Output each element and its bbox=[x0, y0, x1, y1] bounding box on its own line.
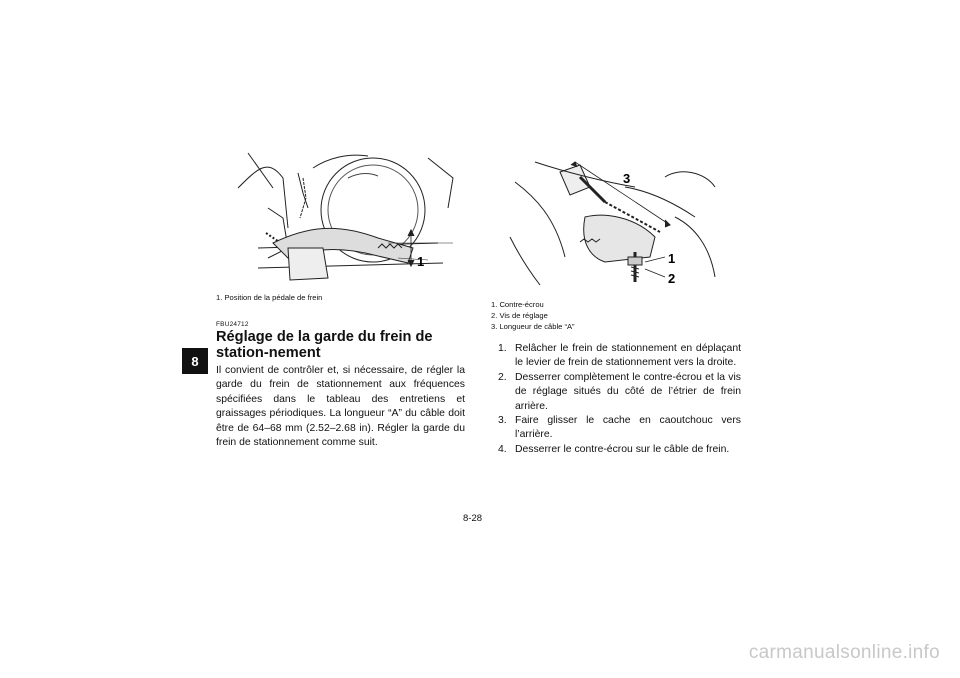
figure2-callout-3: 3 bbox=[623, 171, 631, 186]
figure2-callout-1: 1 bbox=[668, 251, 676, 266]
step-item bbox=[498, 414, 741, 443]
figure2-callout-2: 2 bbox=[668, 271, 676, 286]
step-number: 1. bbox=[498, 343, 507, 354]
figure2-caption-line-2: 2. Vis de réglage bbox=[491, 311, 548, 320]
step-text: Relâcher le frein de stationnement en déplaçant le levier de frein de stationnement vers la droite. bbox=[515, 343, 741, 369]
brake-pedal-illustration bbox=[228, 148, 458, 288]
parking-brake-cable-illustration bbox=[505, 157, 723, 287]
section-code: FBU24712 bbox=[216, 321, 249, 328]
section-body: Il convient de contrôler et, si nécessaire, de régler la garde du frein de stationnement aux fréquences spécifiées dans le tableau des entretiens et graissages périodiques. La longueur “A” du câble doit être de 64–68 mm (2.52–2.68 in). Régler la garde du frein de stationnement comme suit. bbox=[216, 365, 465, 449]
step-number: 3. bbox=[498, 415, 507, 427]
chapter-tab: 8 bbox=[182, 348, 208, 374]
step-item bbox=[498, 371, 741, 414]
figure1-callout-1: 1 bbox=[417, 254, 425, 269]
brake-cable-drawing bbox=[505, 157, 723, 287]
watermark[interactable]: carmanualsonline.info bbox=[748, 642, 940, 663]
page-number: 8-28 bbox=[463, 513, 483, 524]
step-item bbox=[498, 443, 741, 457]
step-text: Faire glisser le cache en caoutchouc vers l’arrière. bbox=[515, 415, 741, 441]
step-text: Desserrer le contre-écrou sur le câble de frein. bbox=[515, 443, 730, 455]
step-item bbox=[498, 342, 741, 371]
figure2-caption-line-1: 1. Contre-écrou bbox=[491, 300, 544, 309]
section-title: Réglage de la garde du frein de station-nement bbox=[216, 329, 433, 361]
figure2-caption-line-3: 3. Longueur de câble “A” bbox=[491, 322, 575, 331]
figure2-caption bbox=[491, 299, 575, 332]
step-number: 2. bbox=[498, 371, 507, 383]
step-number: 4. bbox=[498, 443, 507, 455]
figure1-caption-line: 1. Position de la pédale de frein bbox=[216, 293, 323, 302]
figure1-caption bbox=[216, 292, 322, 303]
step-text: Desserrer complètement le contre-écrou et la vis de réglage situés du côté de l’étrier de frein arrière. bbox=[515, 371, 741, 412]
procedure-steps bbox=[498, 342, 741, 457]
brake-pedal-drawing bbox=[228, 148, 458, 288]
